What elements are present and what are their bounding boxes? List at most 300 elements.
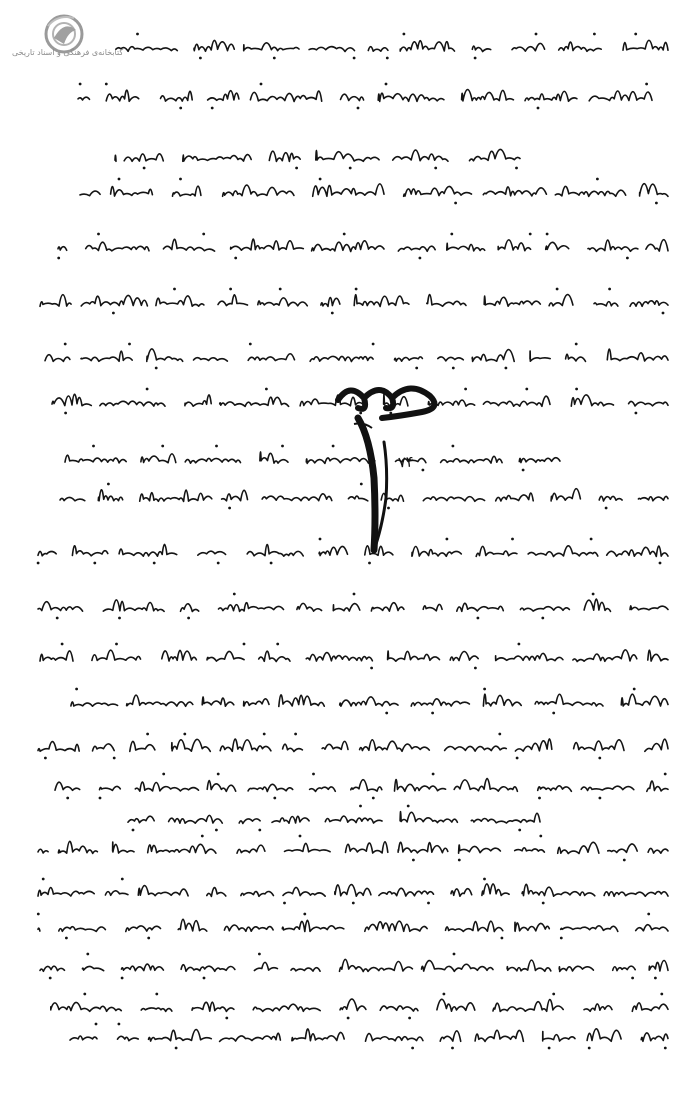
handwritten-word: [636, 925, 668, 931]
diacritic-dot: [258, 953, 261, 956]
diacritic-dot: [118, 178, 121, 181]
handwritten-word: [395, 357, 423, 361]
handwritten-word: [194, 40, 234, 51]
diacritic-dot: [265, 388, 268, 391]
handwritten-word: [340, 697, 398, 706]
handwritten-word: [574, 740, 624, 751]
diacritic-dot: [153, 562, 156, 565]
diacritic-dot: [319, 178, 322, 181]
diacritic-dot: [201, 835, 204, 838]
handwritten-word: [446, 921, 503, 931]
handwritten-word: [306, 653, 372, 662]
handwritten-word: [512, 43, 545, 51]
handwritten-word: [122, 964, 164, 971]
diacritic-dot: [66, 797, 69, 800]
handwritten-word: [594, 302, 618, 306]
handwritten-word: [207, 780, 236, 791]
handwritten-word: [253, 1004, 320, 1011]
diacritic-dot: [217, 562, 220, 565]
diacritic-dot: [452, 367, 455, 370]
handwritten-word: [198, 551, 226, 555]
handwritten-word: [360, 740, 430, 751]
handwritten-word: [340, 999, 366, 1011]
diacritic-dot: [552, 712, 555, 715]
diacritic-dot: [187, 617, 190, 620]
handwritten-word: [451, 889, 472, 897]
handwritten-word: [92, 650, 141, 660]
diacritic-dot: [546, 233, 549, 236]
handwritten-word: [584, 1004, 612, 1011]
handwritten-word: [86, 242, 149, 251]
diacritic-dot: [249, 343, 252, 346]
diacritic-dot: [121, 878, 124, 881]
diacritic-dot: [92, 445, 95, 448]
diacritic-dot: [229, 288, 232, 291]
handwritten-word: [81, 295, 147, 306]
handwritten-word: [371, 603, 404, 611]
handwritten-word: [172, 739, 211, 751]
handwritten-word: [138, 886, 188, 896]
handwritten-word: [472, 350, 514, 362]
handwritten-word: [515, 739, 551, 751]
diacritic-dot: [107, 483, 110, 486]
diacritic-dot: [352, 902, 355, 905]
diacritic-dot: [295, 167, 298, 170]
diacritic-dot: [453, 953, 456, 956]
handwritten-word: [551, 489, 580, 501]
handwritten-word: [484, 296, 540, 306]
diacritic-dot: [143, 167, 146, 170]
handwritten-word: [445, 746, 507, 751]
diacritic-dot: [175, 1047, 178, 1050]
diacritic-dot: [664, 773, 667, 776]
handwritten-word: [427, 295, 466, 307]
handwritten-word: [621, 694, 668, 706]
handwritten-word: [316, 150, 379, 161]
handwritten-word: [283, 887, 325, 896]
handwritten-word: [262, 494, 332, 501]
handwritten-word: [258, 298, 308, 306]
handwritten-word: [471, 813, 540, 823]
diacritic-dot: [539, 835, 542, 838]
diacritic-dot: [118, 1023, 121, 1026]
handwritten-word: [181, 604, 199, 612]
handwritten-word: [561, 926, 618, 932]
handwritten-word: [400, 812, 457, 823]
handwritten-word: [103, 600, 164, 611]
handwritten-word: [272, 816, 309, 823]
handwritten-word: [220, 739, 271, 751]
handwritten-word: [335, 885, 371, 897]
handwritten-word: [185, 395, 211, 406]
diacritic-dot: [590, 538, 593, 541]
diacritic-dot: [179, 178, 182, 181]
logo-caption: کتابخانه‌ی فرهنگی و اسناد تاریخی: [12, 48, 124, 57]
handwritten-word: [462, 90, 514, 101]
handwritten-word: [520, 607, 569, 611]
handwritten-word: [309, 47, 354, 52]
diacritic-dot: [113, 757, 116, 760]
diacritic-dot: [623, 859, 626, 862]
handwritten-word: [81, 351, 132, 361]
handwritten-word: [283, 744, 303, 751]
handwritten-word: [632, 1003, 668, 1012]
diacritic-dot: [86, 953, 89, 956]
diacritic-dot: [64, 412, 67, 415]
handwritten-word: [630, 606, 668, 610]
handwritten-word: [482, 884, 509, 896]
diacritic-dot: [370, 667, 373, 670]
diacritic-dot: [112, 312, 115, 315]
handwritten-word: [378, 93, 444, 101]
handwritten-word: [220, 397, 289, 406]
handwritten-word: [333, 604, 360, 612]
diacritic-dot: [234, 257, 237, 260]
handwritten-word: [543, 1032, 575, 1041]
diacritic-dot: [515, 167, 518, 170]
handwritten-word: [237, 845, 265, 853]
handwritten-word: [599, 496, 622, 501]
diacritic-dot: [57, 257, 60, 260]
handwritten-word: [178, 919, 207, 931]
handwritten-word: [613, 966, 636, 971]
handwritten-word: [472, 46, 490, 51]
diacritic-dot: [501, 937, 504, 940]
handwritten-word: [566, 354, 586, 361]
handwritten-word: [648, 848, 668, 853]
diacritic-dot: [434, 167, 437, 170]
diacritic-dot: [403, 33, 406, 36]
diacritic-dot: [654, 977, 657, 980]
diacritic-dot: [146, 388, 149, 391]
handwritten-word: [322, 741, 348, 749]
handwritten-word: [648, 650, 668, 661]
diacritic-dot: [273, 57, 276, 60]
handwritten-word: [40, 966, 65, 971]
handwritten-word: [51, 1002, 122, 1011]
diacritic-dot: [61, 643, 64, 646]
diacritic-dot: [353, 593, 356, 596]
handwritten-word: [40, 651, 73, 661]
handwritten-word: [423, 604, 442, 610]
diacritic-dot: [548, 1047, 551, 1050]
handwritten-word: [440, 1031, 461, 1041]
handwritten-word: [260, 452, 288, 463]
handwritten-word: [398, 842, 448, 853]
handwritten-word: [38, 742, 79, 752]
handwritten-word: [65, 455, 126, 463]
handwritten-word: [119, 544, 177, 556]
handwritten-word: [530, 351, 550, 361]
diacritic-dot: [431, 712, 434, 715]
diacritic-dot: [233, 593, 236, 596]
diacritic-dot: [626, 257, 629, 260]
handwritten-word: [162, 650, 197, 661]
handwritten-word: [282, 920, 344, 931]
diacritic-dot: [173, 288, 176, 291]
diacritic-dot: [105, 83, 108, 86]
handwritten-word: [321, 297, 340, 306]
diacritic-dot: [412, 859, 415, 862]
handwritten-word: [141, 1008, 172, 1011]
handwritten-word: [80, 191, 100, 196]
handwritten-word: [173, 186, 201, 196]
handwritten-word: [411, 699, 469, 706]
handwritten-word: [147, 349, 183, 361]
handwritten-word: [528, 546, 598, 557]
diacritic-dot: [427, 902, 430, 905]
handwritten-word: [559, 42, 602, 51]
diacritic-dot: [645, 83, 648, 86]
diacritic-dot: [65, 937, 68, 940]
diacritic-dot: [535, 33, 538, 36]
diacritic-dot: [575, 388, 578, 391]
diacritic-dot: [518, 829, 521, 832]
diacritic-dot: [331, 312, 334, 315]
handwritten-word: [604, 892, 668, 897]
handwritten-word: [279, 695, 325, 707]
handwritten-word: [55, 782, 80, 790]
handwritten-word: [292, 1029, 344, 1041]
handwritten-word: [248, 784, 293, 791]
handwritten-word: [248, 354, 294, 361]
diacritic-dot: [443, 993, 446, 996]
handwritten-word: [82, 966, 103, 970]
diacritic-dot: [228, 507, 231, 510]
handwritten-word: [354, 295, 409, 307]
handwritten-word: [247, 545, 303, 557]
handwritten-word: [393, 150, 448, 161]
diacritic-dot: [522, 469, 525, 472]
handwritten-word: [483, 694, 521, 706]
handwritten-word: [128, 816, 154, 822]
diacritic-dot: [450, 233, 453, 236]
diacritic-dot: [474, 667, 477, 670]
handwritten-word: [70, 1036, 97, 1040]
handwritten-word: [398, 246, 435, 251]
diacritic-dot: [270, 562, 273, 565]
diacritic-dot: [95, 1023, 98, 1026]
diacritic-dot: [556, 288, 559, 291]
diacritic-dot: [599, 797, 602, 800]
handwritten-word: [310, 356, 373, 361]
handwritten-word: [141, 454, 176, 463]
handwritten-word: [38, 551, 56, 555]
handwritten-word: [185, 458, 240, 463]
diacritic-dot: [115, 643, 118, 646]
diacritic-dot: [596, 178, 599, 181]
handwritten-word: [45, 355, 70, 362]
handwritten-word: [493, 999, 563, 1011]
diacritic-dot: [75, 688, 78, 691]
handwritten-word: [135, 782, 198, 791]
handwritten-word: [522, 884, 595, 896]
diacritic-dot: [128, 343, 131, 346]
diacritic-dot: [93, 562, 96, 565]
handwritten-word: [38, 849, 48, 853]
diacritic-dot: [575, 343, 578, 346]
diacritic-dot: [132, 829, 135, 832]
handwritten-word: [126, 926, 161, 932]
folio-stamp: [330, 378, 460, 568]
diacritic-dot: [407, 805, 410, 808]
handwritten-word: [340, 959, 413, 971]
diacritic-dot: [483, 688, 486, 691]
diacritic-dot: [136, 33, 139, 36]
diacritic-dot: [121, 977, 124, 980]
handwritten-word: [259, 651, 290, 661]
diacritic-dot: [97, 233, 100, 236]
diacritic-dot: [294, 733, 297, 736]
diacritic-dot: [483, 878, 486, 881]
handwritten-word: [169, 815, 223, 823]
handwritten-word: [640, 184, 668, 197]
handwritten-word: [116, 47, 177, 52]
handwritten-word: [219, 603, 284, 612]
handwritten-word: [111, 187, 153, 196]
diacritic-dot: [664, 1047, 667, 1050]
handwritten-word: [404, 186, 472, 196]
diacritic-dot: [281, 445, 284, 448]
handwritten-word: [368, 47, 388, 51]
handwritten-word: [519, 458, 560, 463]
handwritten-word: [641, 1033, 668, 1041]
handwritten-word: [38, 602, 83, 612]
diacritic-dot: [411, 1047, 414, 1050]
handwritten-word: [285, 843, 331, 851]
handwritten-word: [156, 296, 204, 306]
handwritten-word: [52, 394, 91, 405]
handwritten-word: [100, 401, 165, 406]
handwritten-word: [515, 922, 549, 931]
handwritten-word: [630, 301, 668, 307]
handwritten-word: [638, 496, 668, 500]
diacritic-dot: [42, 878, 45, 881]
handwritten-word: [40, 295, 71, 307]
handwritten-word: [106, 90, 139, 101]
handwritten-word: [607, 546, 668, 557]
diacritic-dot: [147, 937, 150, 940]
diacritic-dot: [243, 643, 246, 646]
handwritten-word: [571, 395, 613, 406]
handwritten-word: [244, 699, 269, 706]
diacritic-dot: [605, 507, 608, 510]
handwritten-word: [422, 961, 494, 972]
diacritic-dot: [588, 1047, 591, 1050]
handwritten-word: [192, 1002, 234, 1011]
diacritic-dot: [303, 913, 306, 916]
diacritic-dot: [83, 993, 86, 996]
handwritten-word: [457, 603, 504, 611]
handwritten-word: [584, 599, 610, 611]
diacritic-dot: [349, 167, 352, 170]
handwritten-word: [59, 927, 106, 932]
diacritic-dot: [155, 367, 158, 370]
diacritic-dot: [279, 288, 282, 291]
diacritic-dot: [37, 562, 40, 565]
handwritten-word: [194, 358, 228, 361]
diacritic-dot: [211, 107, 214, 110]
diacritic-dot: [183, 733, 186, 736]
handwritten-word: [454, 779, 517, 792]
handwritten-word: [254, 962, 277, 970]
diacritic-dot: [319, 538, 322, 541]
handwritten-word: [515, 848, 545, 852]
handwritten-word: [589, 91, 652, 101]
handwritten-word: [93, 744, 115, 751]
handwritten-word: [163, 239, 214, 251]
diacritic-dot: [631, 977, 634, 980]
diacritic-dot: [258, 829, 261, 832]
handwritten-word: [645, 739, 668, 751]
handwritten-word: [538, 786, 572, 792]
handwritten-word: [297, 603, 322, 611]
diacritic-dot: [477, 617, 480, 620]
diacritic-dot: [386, 57, 389, 60]
handwritten-word: [105, 891, 128, 895]
handwritten-word: [581, 786, 634, 790]
diacritic-dot: [516, 757, 519, 760]
diacritic-dot: [458, 859, 461, 862]
handwritten-word: [60, 497, 85, 500]
diacritic-dot: [215, 829, 218, 832]
handwritten-word: [38, 887, 94, 896]
handwritten-word: [244, 43, 299, 51]
diacritic-dot: [161, 445, 164, 448]
diacritic-dot: [655, 202, 658, 205]
handwritten-word: [124, 154, 163, 161]
handwritten-word: [291, 968, 320, 971]
handwritten-word: [388, 651, 440, 661]
handwritten-word: [269, 151, 300, 161]
handwritten-word: [608, 844, 637, 853]
diacritic-dot: [118, 617, 121, 620]
handwritten-word: [220, 1033, 281, 1041]
handwritten-word: [438, 357, 464, 361]
diacritic-dot: [419, 257, 422, 260]
handwritten-word: [72, 546, 107, 556]
diacritic-dot: [552, 993, 555, 996]
diacritic-dot: [44, 757, 47, 760]
diacritic-dot: [353, 57, 356, 60]
diacritic-dot: [660, 993, 663, 996]
diacritic-dot: [79, 83, 82, 86]
diacritic-dot: [593, 33, 596, 36]
diacritic-dot: [276, 643, 279, 646]
handwritten-word: [558, 842, 599, 853]
handwritten-word: [498, 240, 530, 251]
diacritic-dot: [518, 643, 521, 646]
handwritten-word: [366, 1034, 423, 1042]
handwritten-word: [58, 841, 97, 853]
handwritten-word: [546, 242, 569, 249]
diacritic-dot: [179, 107, 182, 110]
handwritten-word: [231, 239, 304, 250]
diacritic-dot: [273, 797, 276, 800]
diacritic-dot: [592, 593, 595, 596]
diacritic-dot: [498, 733, 501, 736]
handwritten-word: [78, 97, 90, 100]
diacritic-dot: [542, 902, 545, 905]
handwritten-word: [525, 91, 577, 101]
diacritic-dot: [64, 343, 67, 346]
diacritic-dot: [560, 937, 563, 940]
diacritic-dot: [217, 773, 220, 776]
handwritten-word: [623, 40, 668, 50]
handwritten-word: [365, 921, 427, 931]
handwritten-word: [130, 741, 155, 751]
diacritic-dot: [37, 913, 40, 916]
